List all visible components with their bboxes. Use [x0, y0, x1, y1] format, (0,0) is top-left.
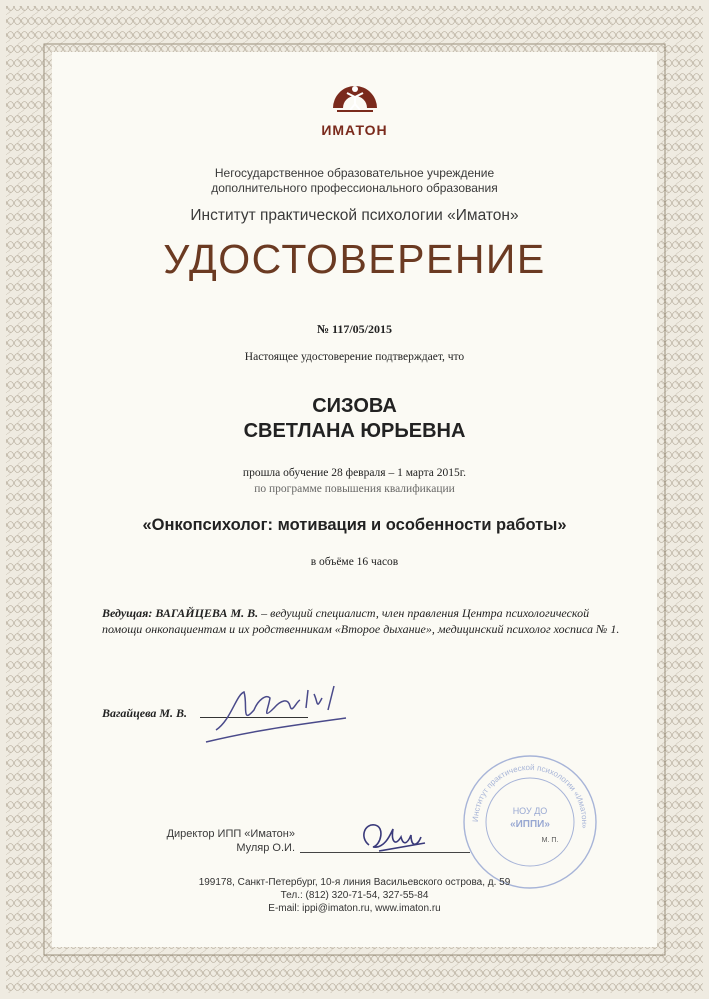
lead-description — [102, 606, 622, 637]
holder-given-name: СВЕТЛАНА ЮРЬЕВНА — [243, 420, 466, 442]
official-stamp — [460, 752, 600, 892]
training-dates: прошла обучение 28 февраля – 1 марта 2015г. — [242, 467, 467, 479]
stamp-ring-text: Институт практической психологии «Иматон» — [470, 762, 590, 829]
lead-signer-name: Вагайцева М. В. — [102, 706, 188, 720]
institute-name: Институт практической психологии «Иматон» — [190, 207, 519, 224]
imaton-logo-icon — [327, 80, 383, 124]
confirm-text: Настоящее удостоверение подтверждает, что — [244, 351, 465, 363]
lead-label: Ведущая: — [102, 606, 153, 620]
stamp-org-abbr: «ИППИ» — [510, 819, 550, 830]
lead-name: ВАГАЙЦЕВА М. В. — [155, 606, 259, 620]
director-title: Директор ИПП «Иматон» — [166, 828, 295, 840]
certificate-number: № 117/05/2015 — [316, 322, 393, 336]
program-line: по программе повышения квалификации — [254, 483, 455, 495]
org-line-1: Негосударственное образовательное учреждение — [214, 166, 495, 180]
footer-email: E-mail: ippi@imaton.ru, www.imaton.ru — [268, 903, 441, 914]
course-volume: в объёме 16 часов — [310, 556, 399, 568]
holder-surname: СИЗОВА — [312, 395, 397, 417]
footer-address: 199178, Санкт-Петербург, 10-я линия Васильевского острова, д. 59 — [198, 877, 511, 888]
course-title: «Онкопсихолог: мотивация и особенности работы» — [142, 516, 567, 534]
stamp-org-type: НОУ ДО — [512, 806, 548, 816]
document-title: УДОСТОВЕРЕНИЕ — [163, 236, 546, 282]
org-line-2: дополнительного профессионального образования — [211, 181, 498, 195]
lead-description-text: – ведущий специалист, член правления Центра психологической помощи онкопациентам и их родственникам «Второе дыхание», медицинский психолог хосписа № 1. — [102, 606, 620, 636]
logo-text: ИМАТОН — [321, 122, 388, 138]
stamp-seal-mark: М. П. — [541, 837, 559, 844]
director-signature — [355, 815, 435, 860]
footer-phone: Тел.: (812) 320-71-54, 327-55-84 — [280, 890, 429, 901]
director-name: Муляр О.И. — [236, 842, 295, 854]
lead-signature — [196, 680, 356, 750]
